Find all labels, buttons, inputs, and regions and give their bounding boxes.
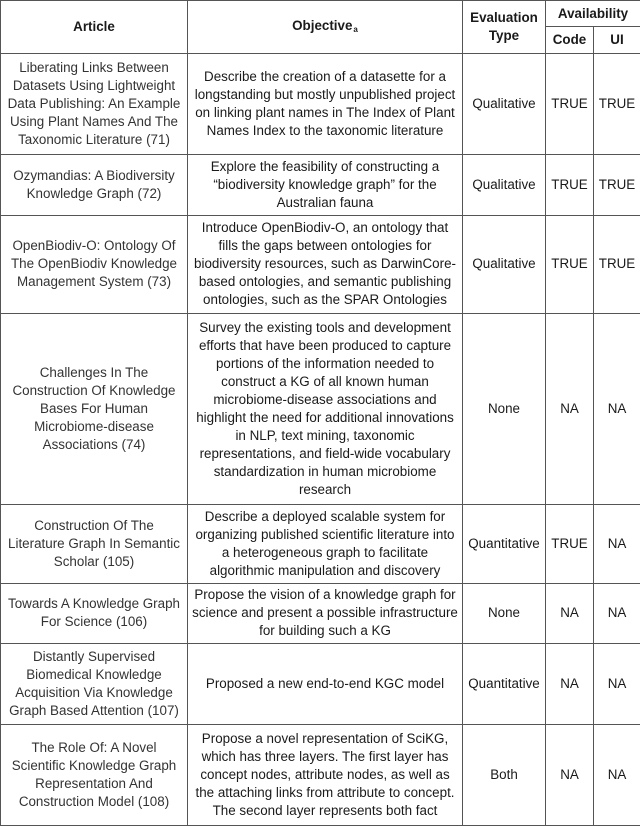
table-row: [1, 215, 640, 313]
evaluation-cell: Qualitative: [463, 155, 546, 216]
article-cell: Liberating Links Between Datasets Using Lightweight Data Publishing: An Example Using Plant Names And The Taxonomic Literature (71): [1, 54, 188, 155]
evaluation-cell: Qualitative: [463, 215, 546, 313]
evaluation-cell: None: [463, 313, 546, 505]
table-row: [1, 724, 640, 825]
code-cell: NA: [546, 643, 594, 724]
footnote-marker: a: [353, 25, 357, 34]
table-row: [1, 583, 640, 643]
article-cell: OpenBiodiv-O: Ontology Of The OpenBiodiv Knowledge Management System (73): [1, 215, 188, 313]
article-cell: Challenges In The Construction Of Knowledge Bases For Human Microbiome-disease Associations (74): [1, 313, 188, 505]
header-objective-label: Objective: [292, 18, 352, 33]
table-row: [1, 313, 640, 505]
ui-cell: TRUE: [594, 215, 640, 313]
code-cell: TRUE: [546, 54, 594, 155]
article-cell: Towards A Knowledge Graph For Science (106): [1, 583, 188, 643]
article-cell: Construction Of The Literature Graph In Semantic Scholar (105): [1, 505, 188, 583]
article-cell: Ozymandias: A Biodiversity Knowledge Graph (72): [1, 155, 188, 216]
code-cell: TRUE: [546, 215, 594, 313]
header-availability: Availability: [546, 1, 640, 27]
ui-cell: TRUE: [594, 155, 640, 216]
table-row: [1, 643, 640, 724]
evaluation-cell: Quantitative: [463, 505, 546, 583]
ui-cell: NA: [594, 583, 640, 643]
objective-cell: Introduce OpenBiodiv-O, an ontology that fills the gaps between ontologies for biodiversity resources, such as DarwinCore-based ontologies, and semantic publishing ontologies, such as the SPAR Ontologies: [188, 215, 463, 313]
objective-cell: Propose a novel representation of SciKG, which has three layers. The first layer has concept nodes, attribute nodes, as well as the attaching links from attribute to concept. The second layer represents both fact: [188, 724, 463, 825]
objective-cell: Propose the vision of a knowledge graph for science and present a possible infrastructure for building such a KG: [188, 583, 463, 643]
article-cell: Distantly Supervised Biomedical Knowledge Acquisition Via Knowledge Graph Based Attention (107): [1, 643, 188, 724]
ui-cell: NA: [594, 313, 640, 505]
ui-cell: NA: [594, 643, 640, 724]
ui-cell: TRUE: [594, 54, 640, 155]
evaluation-cell: Both: [463, 724, 546, 825]
evaluation-cell: None: [463, 583, 546, 643]
evaluation-cell: Quantitative: [463, 643, 546, 724]
article-cell: The Role Of: A Novel Scientific Knowledge Graph Representation And Construction Model (108): [1, 724, 188, 825]
header-row: [1, 1, 640, 27]
objective-cell: Describe a deployed scalable system for organizing published scientific literature into a heterogeneous graph to facilitate algorithmic manipulation and discovery: [188, 505, 463, 583]
header-code: Code: [546, 27, 594, 54]
table-row: [1, 505, 640, 583]
code-cell: TRUE: [546, 155, 594, 216]
header-evaluation-type: Evaluation Type: [463, 1, 546, 54]
code-cell: TRUE: [546, 505, 594, 583]
header-objective: [188, 1, 463, 54]
objective-cell: Describe the creation of a datasette for a longstanding but mostly unpublished project on linking plant names in The Index of Plant Names Index to the taxonomic literature: [188, 54, 463, 155]
objective-cell: Explore the feasibility of constructing a “biodiversity knowledge graph” for the Australian fauna: [188, 155, 463, 216]
table-row: [1, 155, 640, 216]
code-cell: NA: [546, 583, 594, 643]
table-row: [1, 54, 640, 155]
objective-cell: Proposed a new end-to-end KGC model: [188, 643, 463, 724]
header-ui: UI: [594, 27, 640, 54]
objective-cell: Survey the existing tools and development efforts that have been produced to capture portions of the information needed to construct a KG of all known human microbiome-disease associations and highlight the need for additional innovations in NLP, text mining, taxonomic representations, and field-wide vocabulary standardization in human microbiome research: [188, 313, 463, 505]
code-cell: NA: [546, 313, 594, 505]
ui-cell: NA: [594, 724, 640, 825]
ui-cell: NA: [594, 505, 640, 583]
evaluation-cell: Qualitative: [463, 54, 546, 155]
code-cell: NA: [546, 724, 594, 825]
header-article: Article: [1, 1, 188, 54]
